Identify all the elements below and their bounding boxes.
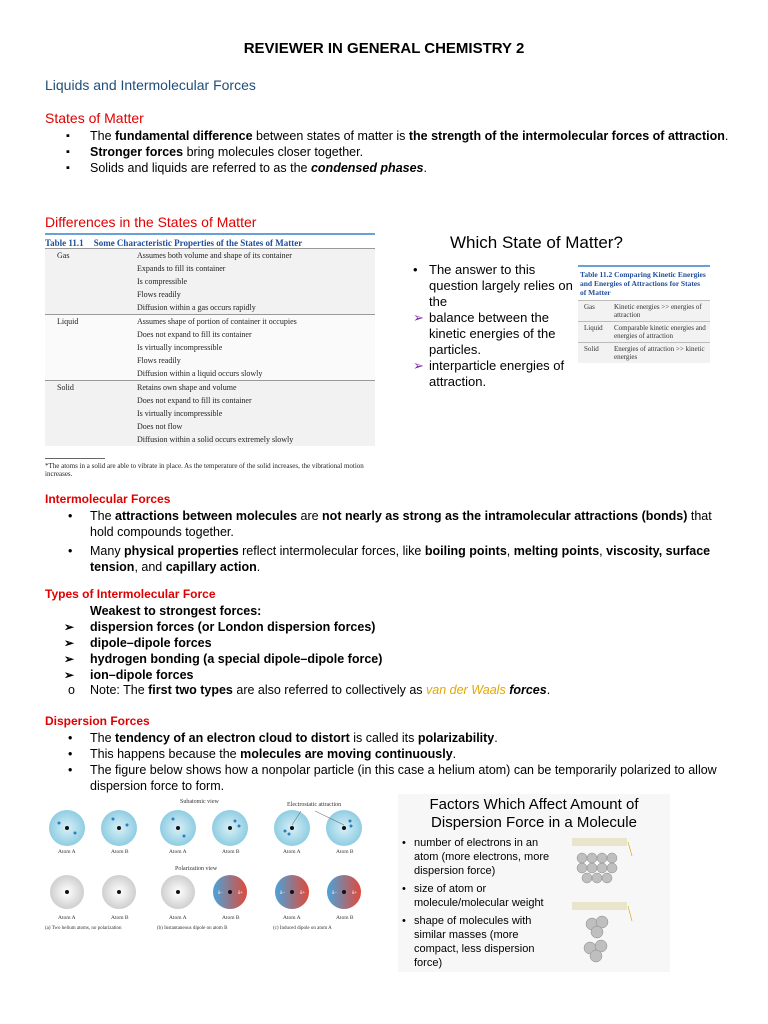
property-cell: Does not expand to fill its container: [137, 396, 252, 405]
list-item: ▪ The fundamental difference between states of matter is the strength of the intermolecular forces of attraction.: [64, 128, 729, 144]
state-cell: Liquid: [584, 324, 603, 332]
label-atom-b: Atom B: [222, 915, 240, 921]
property-cell: Assumes both volume and shape of its container: [137, 251, 292, 260]
property-cell: Diffusion within a gas occurs rapidly: [137, 303, 256, 312]
list-item: • This happens because the molecules are moving continuously.: [64, 746, 734, 762]
property-cell: Expands to fill its container: [137, 264, 226, 273]
state-cell: Solid: [57, 383, 74, 392]
caption-box: [572, 838, 627, 846]
table-body: [45, 248, 375, 446]
table-body: [578, 300, 710, 363]
label-atom-b: Atom B: [222, 849, 240, 855]
page-title: REVIEWER IN GENERAL CHEMISTRY 2: [243, 40, 525, 57]
label-atom-a: Atom A: [283, 849, 301, 855]
heading-dispersion: Dispersion Forces: [45, 714, 150, 728]
label-atom-a: Atom A: [169, 849, 187, 855]
states-list: [64, 128, 729, 176]
table-row: [45, 381, 375, 394]
table-footnote: *The atoms in a solid are able to vibrate in place. As the temperature of the solid increases, the vibrational motion increases.: [45, 462, 364, 478]
table-row: [45, 301, 375, 314]
comparison-cell: Energies of attraction >> kinetic energies: [614, 345, 705, 361]
label-atom-b: Atom B: [111, 915, 129, 921]
delta-plus: δ+: [352, 891, 358, 896]
heading-states-of-matter: States of Matter: [45, 110, 144, 126]
property-cell: Flows readily: [137, 290, 181, 299]
table-row: [45, 288, 375, 301]
comparison-cell: Kinetic energies >> energies of attraction: [614, 303, 702, 319]
caption-b: (b) Instantaneous dipole on atom B: [157, 926, 228, 931]
label-atom-a: Atom A: [169, 915, 187, 921]
divider: [45, 458, 105, 459]
delta-minus: δ−: [332, 891, 338, 896]
table-row: [45, 249, 375, 262]
dispersion-figure: [45, 795, 375, 935]
table-row: [45, 328, 375, 341]
table-caption: Table 11.2 Comparing Kinetic Energies and Energies of Attractions for States of Matter: [580, 270, 706, 297]
list-item: • shape of molecules with similar masses (more compact, less dispersion force): [398, 914, 563, 970]
list-item: ➢ balance between the kinetic energies of the particles.: [413, 310, 583, 358]
heading-types: Types of Intermolecular Force: [45, 587, 216, 601]
table-row: [45, 275, 375, 288]
list-item: • The tendency of an electron cloud to distort is called its polarizability.: [64, 730, 734, 746]
label-polarization: Polarization view: [175, 866, 218, 872]
table-row: [45, 420, 375, 433]
caption-c: (c) Induced dipole on atom A: [273, 926, 332, 931]
types-note: o Note: The first two types are also referred to collectively as van der Waals forces.: [68, 683, 551, 697]
table-group: [45, 380, 375, 446]
table-row: [45, 354, 375, 367]
table-11-2: [578, 265, 710, 363]
list-item: • The figure below shows how a nonpolar particle (in this case a helium atom) can be temporarily polarized to allow dispersion force to form.: [64, 762, 734, 794]
delta-minus: δ−: [280, 891, 286, 896]
types-list: [64, 619, 664, 683]
list-item: • The attractions between molecules are not nearly as strong as the intramolecular attractions (bonds) that hold compounds together.: [64, 508, 729, 540]
property-cell: Diffusion within a solid occurs extremely slowly: [137, 435, 294, 444]
table-row: [45, 367, 375, 380]
property-cell: Is compressible: [137, 277, 187, 286]
delta-plus: δ+: [300, 891, 306, 896]
list-item: ➢ interparticle energies of attraction.: [413, 358, 583, 390]
list-item: • number of electrons in an atom (more electrons, more dispersion force): [398, 836, 563, 878]
dispersion-list: [64, 730, 734, 794]
list-item: ▪ Stronger forces bring molecules closer together.: [64, 144, 729, 160]
table-group: [45, 314, 375, 380]
label-atom-a: Atom A: [58, 849, 76, 855]
property-cell: Is virtually incompressible: [137, 409, 223, 418]
list-item: ➢ dispersion forces (or London dispersion forces): [64, 619, 664, 635]
table-row: [45, 341, 375, 354]
types-subheading: Weakest to strongest forces:: [90, 604, 262, 618]
state-cell: Liquid: [57, 317, 79, 326]
delta-plus: δ+: [238, 891, 244, 896]
state-cell: Solid: [584, 345, 599, 353]
list-item: ➢ hydrogen bonding (a special dipole–dipole force): [64, 651, 664, 667]
property-cell: Diffusion within a liquid occurs slowly: [137, 369, 263, 378]
factors-panel: [398, 794, 670, 972]
which-state-list: [413, 262, 583, 390]
label-atom-a: Atom A: [283, 915, 301, 921]
label-atom-b: Atom B: [336, 849, 354, 855]
table-row: [578, 321, 710, 342]
table-row: [45, 433, 375, 446]
label-atom-b: Atom B: [336, 915, 354, 921]
state-cell: Gas: [57, 251, 70, 260]
property-cell: Is virtually incompressible: [137, 343, 223, 352]
imf-list: [64, 508, 729, 575]
which-state-title: Which State of Matter?: [450, 233, 623, 252]
table-11-1: [45, 233, 375, 478]
table-row: [45, 315, 375, 328]
table-row: [45, 394, 375, 407]
table-row: [578, 342, 710, 363]
heading-intermolecular-forces: Intermolecular Forces: [45, 492, 171, 506]
label-atom-a: Atom A: [58, 915, 76, 921]
molecule-illustration: [570, 836, 665, 966]
property-cell: Assumes shape of portion of container it occupies: [137, 317, 297, 326]
list-item: ➢ dipole–dipole forces: [64, 635, 664, 651]
property-cell: Does not expand to fill its container: [137, 330, 252, 339]
section-heading-liquids: Liquids and Intermolecular Forces: [45, 77, 256, 93]
table-row: [45, 407, 375, 420]
list-item: • size of atom or molecule/molecular weight: [398, 882, 563, 910]
caption-a: (a) Two helium atoms, no polarization: [45, 926, 122, 931]
property-cell: Does not flow: [137, 422, 183, 431]
caption-box: [572, 902, 627, 910]
delta-minus: δ−: [218, 891, 224, 896]
list-item: ▪ Solids and liquids are referred to as the condensed phases.: [64, 160, 729, 176]
list-item: ➢ ion–dipole forces: [64, 667, 664, 683]
heading-differences: Differences in the States of Matter: [45, 214, 257, 230]
label-atom-b: Atom B: [111, 849, 129, 855]
label-subatomic: Subatomic view: [180, 799, 219, 805]
table-row: [578, 300, 710, 321]
list-item: • Many physical properties reflect intermolecular forces, like boiling points, melting points, viscosity, surface tension, and capillary action.: [64, 543, 729, 575]
state-cell: Gas: [584, 303, 595, 311]
label-attraction: Electrostatic attraction: [287, 802, 342, 808]
factors-title: Factors Which Affect Amount of Dispersion Force in a Molecule: [429, 796, 639, 831]
factors-list: [398, 836, 563, 970]
table-caption: Table 11.1 Some Characteristic Properties of the States of Matter: [45, 233, 375, 248]
table-group: [45, 248, 375, 314]
table-row: [45, 262, 375, 275]
list-item: • The answer to this question largely relies on the: [413, 262, 583, 310]
comparison-cell: Comparable kinetic energies and energies of attraction: [614, 324, 706, 340]
property-cell: Flows readily: [137, 356, 181, 365]
property-cell: Retains own shape and volume: [137, 383, 237, 392]
